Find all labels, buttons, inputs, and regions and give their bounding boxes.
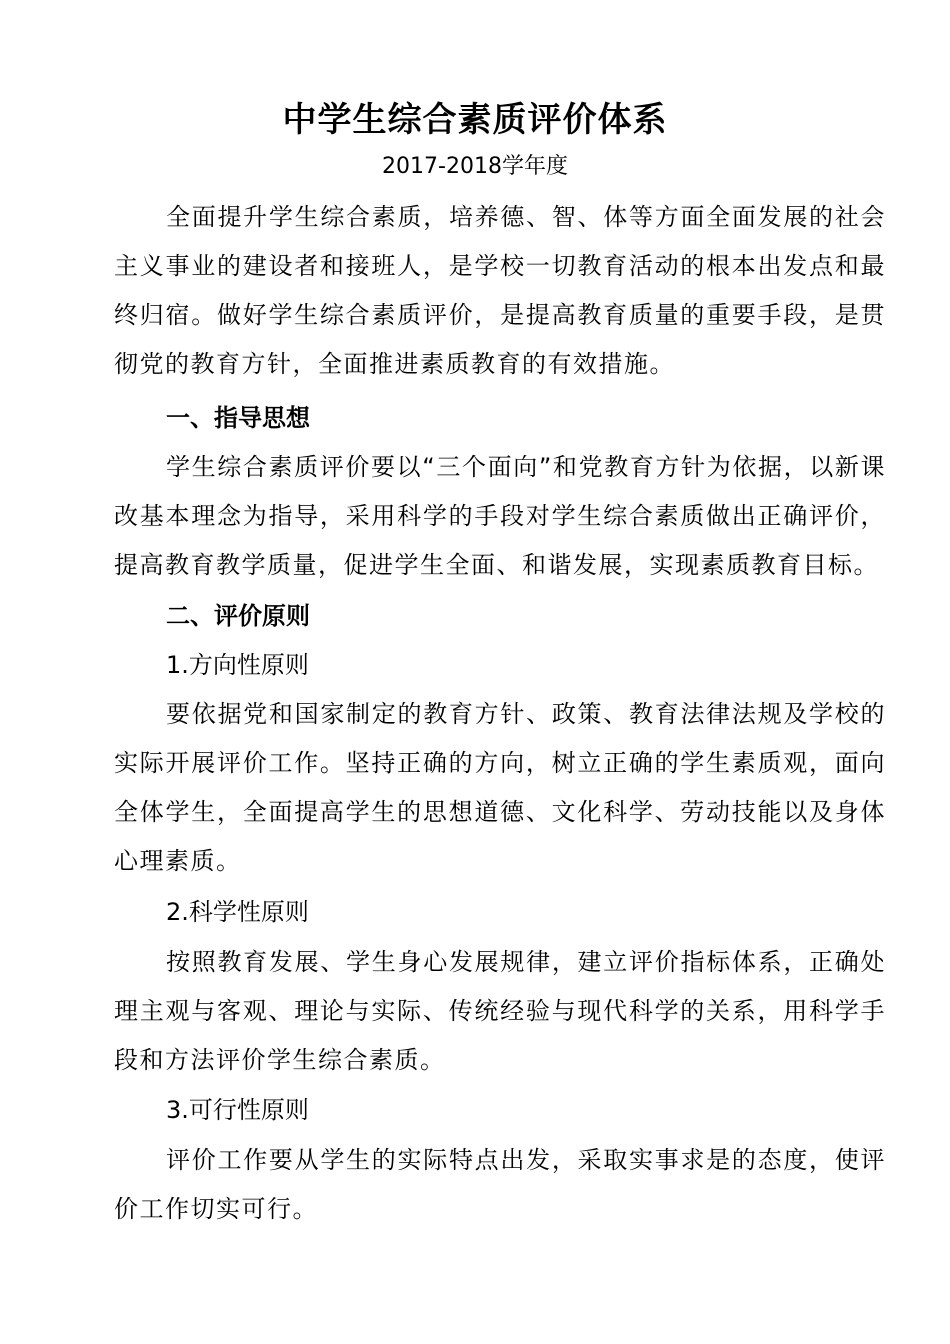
- document-title: 中学生综合素质评价体系: [282, 100, 668, 140]
- principle-feasibility-paragraph: 评价工作要从学生的实际特点出发，采取实事求是的态度，使评价工作切实可行。: [114, 1146, 886, 1223]
- principle-heading-direction: 1.方向性原则: [166, 651, 309, 679]
- principle-heading-feasibility: 3.可行性原则: [166, 1096, 309, 1124]
- guiding-ideology-paragraph: 学生综合素质评价要以“三个面向”和党教育方针为依据，以新课改基本理念为指导，采用科学的手段对学生综合素质做出正确评价，提高教育教学质量，促进学生全面、和谐发展，实现素质教育目标。: [114, 453, 886, 579]
- principle-direction-paragraph: 要依据党和国家制定的教育方针、政策、教育法律法规及学校的实际开展评价工作。坚持正确的方向，树立正确的学生素质观，面向全体学生，全面提高学生的思想道德、文化科学、劳动技能以及身体心理素质。: [114, 700, 886, 875]
- intro-paragraph: 全面提升学生综合素质，培养德、智、体等方面全面发展的社会主义事业的建设者和接班人，是学校一切教育活动的根本出发点和最终归宿。做好学生综合素质评价，是提高教育质量的重要手段，是贯彻党的教育方针，全面推进素质教育的有效措施。: [114, 203, 886, 378]
- principle-scientific-paragraph: 按照教育发展、学生身心发展规律，建立评价指标体系，正确处理主观与客观、理论与实际、传统经验与现代科学的关系，用科学手段和方法评价学生综合素质。: [114, 948, 886, 1074]
- principle-heading-scientific: 2.科学性原则: [166, 898, 309, 926]
- section-heading-guiding-ideology: 一、指导思想: [166, 404, 310, 432]
- section-heading-evaluation-principles: 二、评价原则: [166, 602, 310, 630]
- document-subtitle: 2017-2018学年度: [382, 154, 568, 179]
